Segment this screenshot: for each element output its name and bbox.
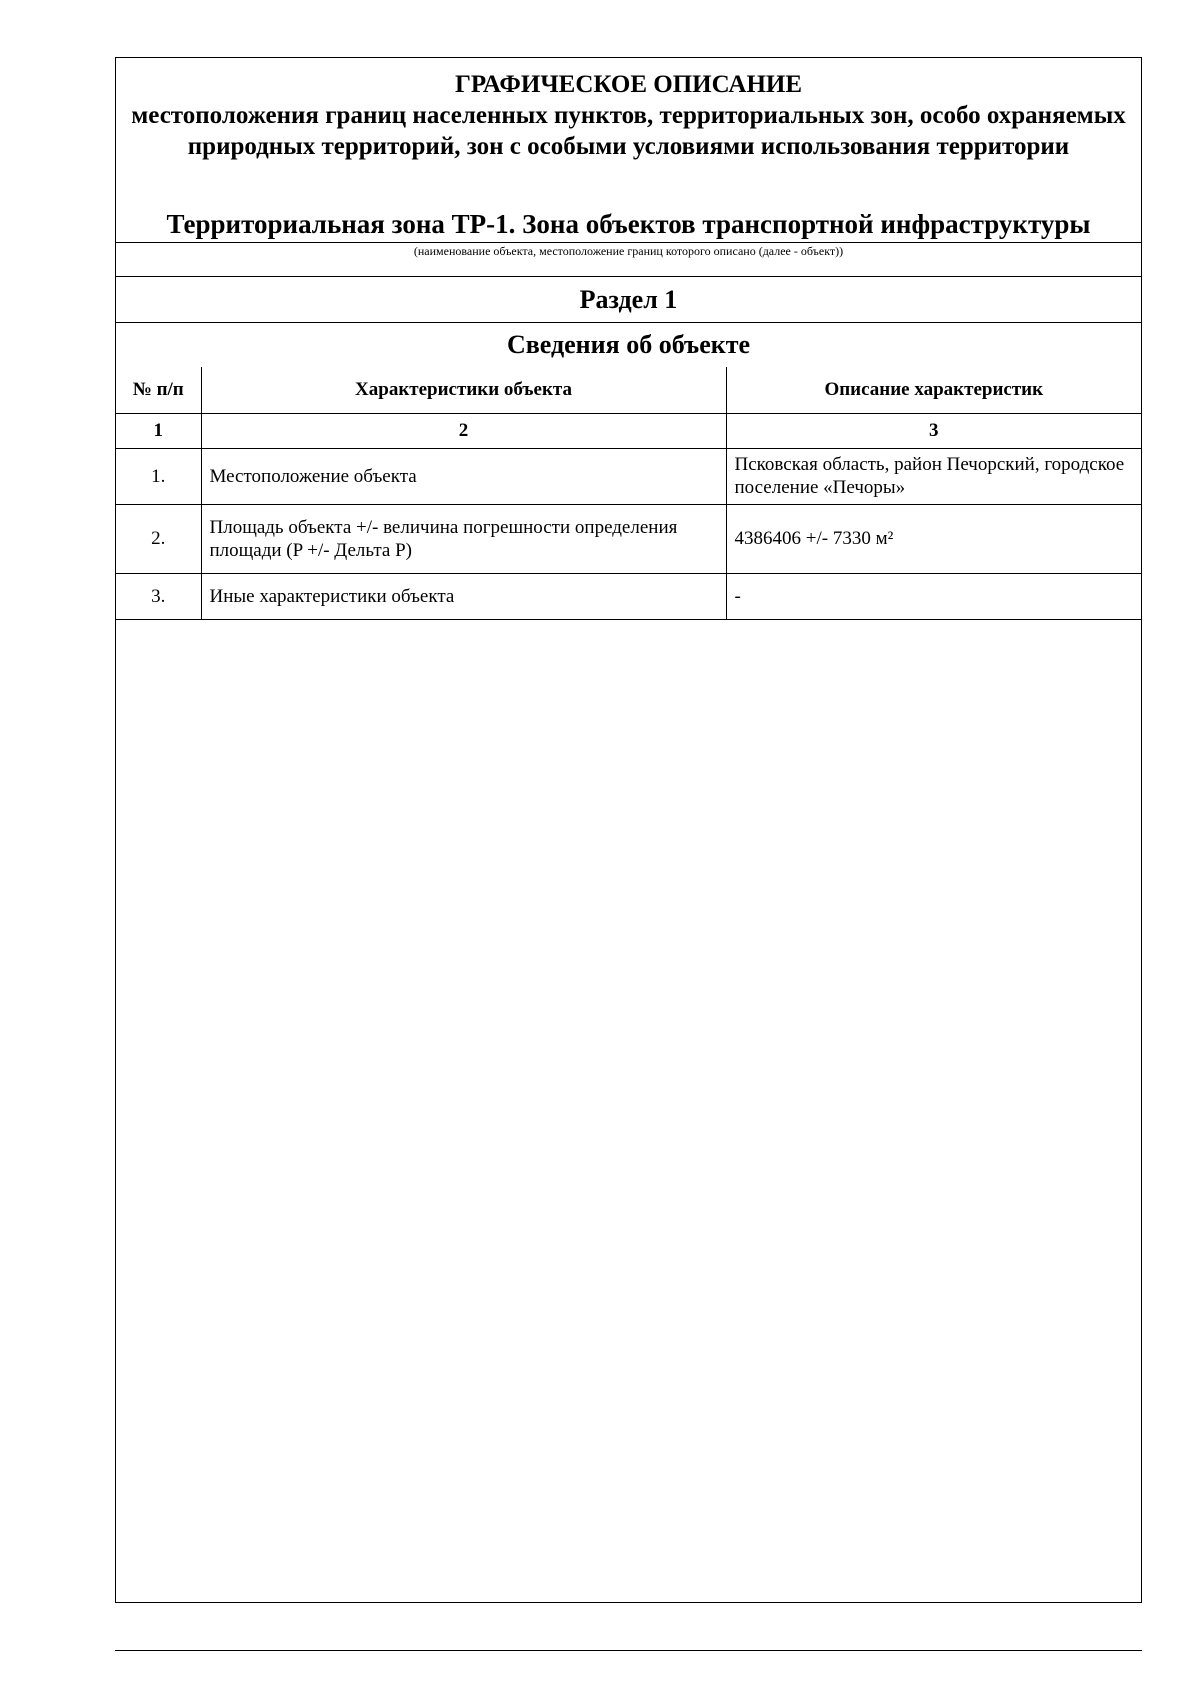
section-subtitle: Сведения об объекте — [506, 330, 751, 359]
row-number: 1. — [116, 448, 201, 504]
row-characteristic: Иные характеристики объекта — [201, 573, 726, 619]
row-number: 2. — [116, 504, 201, 573]
table-header-row — [116, 367, 1141, 413]
column-header-characteristic: Характеристики объекта — [201, 367, 726, 413]
column-number: 3 — [726, 413, 1141, 448]
document-title: ГРАФИЧЕСКОЕ ОПИСАНИЕ — [454, 71, 803, 98]
document-header — [116, 58, 1141, 242]
footer-line — [115, 1650, 1142, 1651]
table-row — [116, 448, 1141, 504]
divider — [116, 242, 1141, 243]
row-number: 3. — [116, 573, 201, 619]
document-frame — [115, 57, 1142, 1603]
object-caption: (наименование объекта, местоположение границ которого описано (далее - объект)) — [413, 244, 844, 258]
section-title: Раздел 1 — [579, 285, 678, 314]
row-characteristic: Площадь объекта +/- величина погрешности определения площади (P +/- Дельта P) — [201, 504, 726, 573]
object-info-table — [116, 367, 1141, 620]
row-characteristic: Местоположение объекта — [201, 448, 726, 504]
column-number: 2 — [201, 413, 726, 448]
column-header-description: Описание характеристик — [726, 367, 1141, 413]
zone-name: Территориальная зона ТР-1. Зона объектов транспортной инфраструктуры — [166, 209, 1091, 239]
row-description: Псковская область, район Печорский, городское поселение «Печоры» — [726, 448, 1141, 504]
row-description: 4386406 +/- 7330 м² — [726, 504, 1141, 573]
table-row — [116, 504, 1141, 573]
column-number-row — [116, 413, 1141, 448]
table-row — [116, 573, 1141, 619]
column-header-num: № п/п — [116, 367, 201, 413]
document-subtitle: местоположения границ населенных пунктов, территориальных зон, особо охраняемых природных территорий, зон с особыми условиями использования территории — [131, 102, 1126, 160]
column-number: 1 — [116, 413, 201, 448]
row-description: - — [726, 573, 1141, 619]
